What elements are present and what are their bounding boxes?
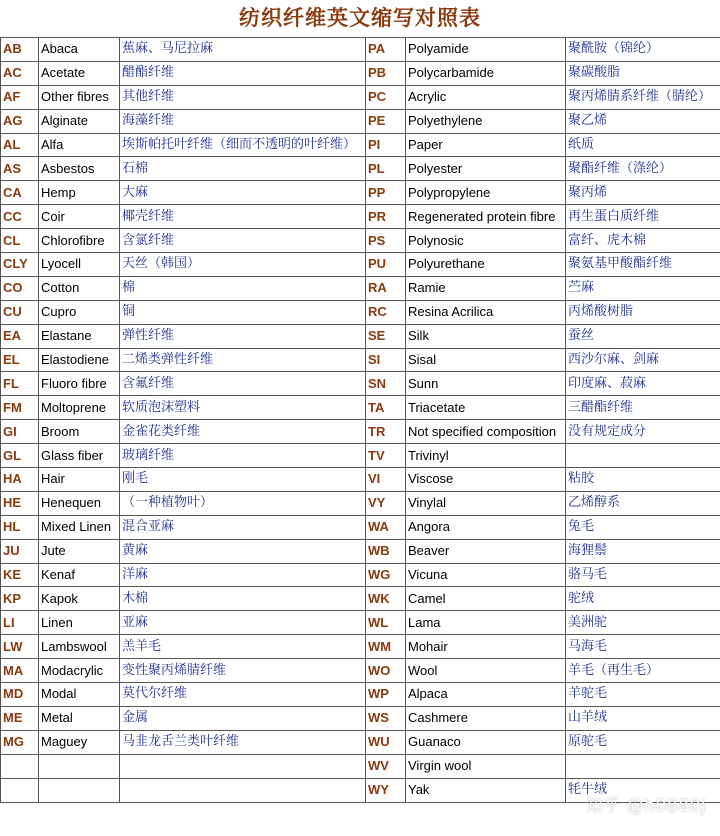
table-body — [1, 38, 720, 803]
left-english-name-cell: Elastane — [39, 324, 120, 348]
left-english-name-cell: Hair — [39, 468, 120, 492]
left-abbreviation-cell: EL — [1, 348, 39, 372]
left-chinese-name-cell: 羔羊毛 — [120, 635, 366, 659]
left-english-name-cell: Lyocell — [39, 253, 120, 277]
right-chinese-name-cell: 聚丙烯腈系纤维（腈纶） — [566, 85, 720, 109]
table-row — [1, 133, 720, 157]
left-english-name-cell: Abaca — [39, 38, 120, 62]
table-row — [1, 611, 720, 635]
table-row — [1, 181, 720, 205]
table-row — [1, 706, 720, 730]
right-abbreviation-cell: TA — [366, 396, 406, 420]
right-abbreviation-cell: VY — [366, 491, 406, 515]
left-chinese-name-cell: 变性聚丙烯腈纤维 — [120, 659, 366, 683]
table-row — [1, 635, 720, 659]
page-title: 纺织纤维英文缩写对照表 — [239, 6, 481, 30]
left-abbreviation-cell: CA — [1, 181, 39, 205]
right-english-name-cell: Camel — [406, 587, 566, 611]
left-english-name-cell: Asbestos — [39, 157, 120, 181]
right-abbreviation-cell: WB — [366, 539, 406, 563]
right-english-name-cell: Not specified composition — [406, 420, 566, 444]
table-row — [1, 491, 720, 515]
left-abbreviation-cell: HL — [1, 515, 39, 539]
table-row — [1, 683, 720, 707]
right-english-name-cell: Lama — [406, 611, 566, 635]
right-english-name-cell: Mohair — [406, 635, 566, 659]
right-abbreviation-cell: PA — [366, 38, 406, 62]
left-chinese-name-cell: 刚毛 — [120, 468, 366, 492]
left-english-name-cell — [39, 778, 120, 802]
table-row — [1, 468, 720, 492]
left-abbreviation-cell: CO — [1, 276, 39, 300]
right-chinese-name-cell: 美洲驼 — [566, 611, 720, 635]
table-row — [1, 659, 720, 683]
left-english-name-cell: Kenaf — [39, 563, 120, 587]
right-chinese-name-cell: 牦牛绒 — [566, 778, 720, 802]
right-abbreviation-cell: WL — [366, 611, 406, 635]
left-english-name-cell: Alginate — [39, 109, 120, 133]
right-abbreviation-cell: PB — [366, 61, 406, 85]
right-abbreviation-cell: PI — [366, 133, 406, 157]
right-abbreviation-cell: WO — [366, 659, 406, 683]
right-chinese-name-cell: 没有规定成分 — [566, 420, 720, 444]
left-english-name-cell: Lambswool — [39, 635, 120, 659]
right-english-name-cell: Polypropylene — [406, 181, 566, 205]
left-chinese-name-cell — [120, 778, 366, 802]
fibre-abbreviation-table — [0, 37, 720, 803]
left-chinese-name-cell: 金属 — [120, 706, 366, 730]
right-chinese-name-cell: 印度麻、菽麻 — [566, 372, 720, 396]
left-english-name-cell: Modal — [39, 683, 120, 707]
left-english-name-cell: Acetate — [39, 61, 120, 85]
right-chinese-name-cell: 马海毛 — [566, 635, 720, 659]
table-row — [1, 205, 720, 229]
table-row — [1, 515, 720, 539]
left-english-name-cell: Glass fiber — [39, 444, 120, 468]
right-english-name-cell: Guanaco — [406, 730, 566, 754]
right-english-name-cell: Sisal — [406, 348, 566, 372]
left-chinese-name-cell: 黄麻 — [120, 539, 366, 563]
right-chinese-name-cell: 西沙尔麻、剑麻 — [566, 348, 720, 372]
left-chinese-name-cell — [120, 754, 366, 778]
left-chinese-name-cell: 埃斯帕托叶纤维（细而不透明的叶纤维） — [120, 133, 366, 157]
left-english-name-cell: Alfa — [39, 133, 120, 157]
right-english-name-cell: Paper — [406, 133, 566, 157]
left-abbreviation-cell: KE — [1, 563, 39, 587]
right-chinese-name-cell: 聚酰胺（锦纶） — [566, 38, 720, 62]
left-abbreviation-cell: MA — [1, 659, 39, 683]
table-row — [1, 348, 720, 372]
right-english-name-cell: Silk — [406, 324, 566, 348]
table-row — [1, 61, 720, 85]
right-english-name-cell: Resina Acrilica — [406, 300, 566, 324]
table-row — [1, 754, 720, 778]
right-chinese-name-cell: 原驼毛 — [566, 730, 720, 754]
right-abbreviation-cell: RC — [366, 300, 406, 324]
right-abbreviation-cell: PS — [366, 229, 406, 253]
left-chinese-name-cell: 马韭龙舌兰类叶纤维 — [120, 730, 366, 754]
right-abbreviation-cell: TR — [366, 420, 406, 444]
table-row — [1, 324, 720, 348]
left-chinese-name-cell: 醋酯纤维 — [120, 61, 366, 85]
right-english-name-cell: Vinylal — [406, 491, 566, 515]
right-english-name-cell: Triacetate — [406, 396, 566, 420]
right-abbreviation-cell: PE — [366, 109, 406, 133]
left-english-name-cell: Elastodiene — [39, 348, 120, 372]
left-english-name-cell: Linen — [39, 611, 120, 635]
right-abbreviation-cell: PU — [366, 253, 406, 277]
left-chinese-name-cell: 海藻纤维 — [120, 109, 366, 133]
right-abbreviation-cell: RA — [366, 276, 406, 300]
left-english-name-cell: Maguey — [39, 730, 120, 754]
left-abbreviation-cell: AL — [1, 133, 39, 157]
left-abbreviation-cell: GI — [1, 420, 39, 444]
left-english-name-cell: Coir — [39, 205, 120, 229]
watermark: 知乎 @h0880j — [585, 796, 706, 816]
right-chinese-name-cell: 粘胶 — [566, 468, 720, 492]
right-chinese-name-cell: 骆马毛 — [566, 563, 720, 587]
left-abbreviation-cell: FM — [1, 396, 39, 420]
left-abbreviation-cell: AS — [1, 157, 39, 181]
left-abbreviation-cell: FL — [1, 372, 39, 396]
right-english-name-cell: Regenerated protein fibre — [406, 205, 566, 229]
right-english-name-cell: Vicuna — [406, 563, 566, 587]
right-chinese-name-cell — [566, 754, 720, 778]
table-row — [1, 109, 720, 133]
left-english-name-cell: Cotton — [39, 276, 120, 300]
right-abbreviation-cell: WS — [366, 706, 406, 730]
left-abbreviation-cell: JU — [1, 539, 39, 563]
left-chinese-name-cell: 木棉 — [120, 587, 366, 611]
left-english-name-cell: Jute — [39, 539, 120, 563]
right-chinese-name-cell: 三醋酯纤维 — [566, 396, 720, 420]
left-chinese-name-cell: 亚麻 — [120, 611, 366, 635]
right-abbreviation-cell: WA — [366, 515, 406, 539]
left-abbreviation-cell: CU — [1, 300, 39, 324]
left-chinese-name-cell: 混合亚麻 — [120, 515, 366, 539]
left-chinese-name-cell: 大麻 — [120, 181, 366, 205]
table-row — [1, 372, 720, 396]
left-abbreviation-cell — [1, 778, 39, 802]
left-english-name-cell: Broom — [39, 420, 120, 444]
left-abbreviation-cell: CC — [1, 205, 39, 229]
table-row — [1, 420, 720, 444]
left-abbreviation-cell: CLY — [1, 253, 39, 277]
right-chinese-name-cell: 再生蛋白质纤维 — [566, 205, 720, 229]
left-chinese-name-cell: 石棉 — [120, 157, 366, 181]
left-abbreviation-cell: KP — [1, 587, 39, 611]
left-chinese-name-cell: 棉 — [120, 276, 366, 300]
left-chinese-name-cell: 玻璃纤维 — [120, 444, 366, 468]
left-chinese-name-cell: 含氯纤维 — [120, 229, 366, 253]
right-chinese-name-cell: 山羊绒 — [566, 706, 720, 730]
table-row — [1, 253, 720, 277]
left-chinese-name-cell: 莫代尔纤维 — [120, 683, 366, 707]
table-row — [1, 587, 720, 611]
left-english-name-cell: Metal — [39, 706, 120, 730]
left-abbreviation-cell: AG — [1, 109, 39, 133]
right-chinese-name-cell: 聚碳酸脂 — [566, 61, 720, 85]
left-abbreviation-cell: LI — [1, 611, 39, 635]
right-english-name-cell: Ramie — [406, 276, 566, 300]
left-english-name-cell: Mixed Linen — [39, 515, 120, 539]
right-chinese-name-cell: 海狸鬃 — [566, 539, 720, 563]
left-chinese-name-cell: 弹性纤维 — [120, 324, 366, 348]
left-chinese-name-cell: 金雀花类纤维 — [120, 420, 366, 444]
left-abbreviation-cell: AF — [1, 85, 39, 109]
left-abbreviation-cell: AC — [1, 61, 39, 85]
right-abbreviation-cell: PC — [366, 85, 406, 109]
right-chinese-name-cell: 聚丙烯 — [566, 181, 720, 205]
left-english-name-cell: Cupro — [39, 300, 120, 324]
right-english-name-cell: Angora — [406, 515, 566, 539]
right-abbreviation-cell: PR — [366, 205, 406, 229]
left-abbreviation-cell: MD — [1, 683, 39, 707]
left-abbreviation-cell — [1, 754, 39, 778]
right-english-name-cell: Virgin wool — [406, 754, 566, 778]
left-english-name-cell: Henequen — [39, 491, 120, 515]
right-chinese-name-cell: 丙烯酸树脂 — [566, 300, 720, 324]
left-english-name-cell: Modacrylic — [39, 659, 120, 683]
right-chinese-name-cell: 乙烯醇系 — [566, 491, 720, 515]
table-row — [1, 396, 720, 420]
table-row — [1, 444, 720, 468]
right-english-name-cell: Yak — [406, 778, 566, 802]
left-english-name-cell: Kapok — [39, 587, 120, 611]
right-abbreviation-cell: WK — [366, 587, 406, 611]
right-english-name-cell: Polyethylene — [406, 109, 566, 133]
right-chinese-name-cell: 富纤、虎木棉 — [566, 229, 720, 253]
left-chinese-name-cell: 椰壳纤维 — [120, 205, 366, 229]
right-english-name-cell: Trivinyl — [406, 444, 566, 468]
right-abbreviation-cell: PL — [366, 157, 406, 181]
right-english-name-cell: Polycarbamide — [406, 61, 566, 85]
table-row — [1, 300, 720, 324]
right-chinese-name-cell: 聚氨基甲酸酯纤维 — [566, 253, 720, 277]
right-english-name-cell: Alpaca — [406, 683, 566, 707]
left-english-name-cell: Fluoro fibre — [39, 372, 120, 396]
left-abbreviation-cell: LW — [1, 635, 39, 659]
left-english-name-cell: Chlorofibre — [39, 229, 120, 253]
table-row — [1, 276, 720, 300]
left-chinese-name-cell: 其他纤维 — [120, 85, 366, 109]
right-abbreviation-cell: WU — [366, 730, 406, 754]
table-row — [1, 85, 720, 109]
right-chinese-name-cell: 苎麻 — [566, 276, 720, 300]
left-abbreviation-cell: AB — [1, 38, 39, 62]
right-english-name-cell: Cashmere — [406, 706, 566, 730]
table-row — [1, 539, 720, 563]
left-chinese-name-cell: 二烯类弹性纤维 — [120, 348, 366, 372]
right-chinese-name-cell: 纸质 — [566, 133, 720, 157]
right-english-name-cell: Polyester — [406, 157, 566, 181]
right-english-name-cell: Beaver — [406, 539, 566, 563]
right-abbreviation-cell: WP — [366, 683, 406, 707]
left-english-name-cell — [39, 754, 120, 778]
left-english-name-cell: Other fibres — [39, 85, 120, 109]
left-chinese-name-cell: 天丝（韩国） — [120, 253, 366, 277]
right-english-name-cell: Polyurethane — [406, 253, 566, 277]
right-english-name-cell: Acrylic — [406, 85, 566, 109]
right-chinese-name-cell: 聚酯纤维（涤纶） — [566, 157, 720, 181]
right-abbreviation-cell: SN — [366, 372, 406, 396]
right-abbreviation-cell: WY — [366, 778, 406, 802]
right-chinese-name-cell: 羊驼毛 — [566, 683, 720, 707]
right-abbreviation-cell: WV — [366, 754, 406, 778]
right-chinese-name-cell — [566, 444, 720, 468]
right-english-name-cell: Wool — [406, 659, 566, 683]
left-english-name-cell: Hemp — [39, 181, 120, 205]
right-abbreviation-cell: TV — [366, 444, 406, 468]
right-abbreviation-cell: PP — [366, 181, 406, 205]
left-abbreviation-cell: HE — [1, 491, 39, 515]
right-abbreviation-cell: SI — [366, 348, 406, 372]
table-row — [1, 730, 720, 754]
left-chinese-name-cell: 软质泡沫塑料 — [120, 396, 366, 420]
table-row — [1, 38, 720, 62]
left-abbreviation-cell: EA — [1, 324, 39, 348]
right-chinese-name-cell: 兔毛 — [566, 515, 720, 539]
left-abbreviation-cell: MG — [1, 730, 39, 754]
right-english-name-cell: Polynosic — [406, 229, 566, 253]
table-row — [1, 563, 720, 587]
left-chinese-name-cell: 蕉麻、马尼拉麻 — [120, 38, 366, 62]
right-chinese-name-cell: 聚乙烯 — [566, 109, 720, 133]
left-english-name-cell: Moltoprene — [39, 396, 120, 420]
right-abbreviation-cell: VI — [366, 468, 406, 492]
right-abbreviation-cell: WG — [366, 563, 406, 587]
right-chinese-name-cell: 蚕丝 — [566, 324, 720, 348]
right-english-name-cell: Polyamide — [406, 38, 566, 62]
left-chinese-name-cell: 铜 — [120, 300, 366, 324]
left-chinese-name-cell: 含氟纤维 — [120, 372, 366, 396]
left-chinese-name-cell: 洋麻 — [120, 563, 366, 587]
left-chinese-name-cell: （一种植物叶） — [120, 491, 366, 515]
table-row — [1, 229, 720, 253]
right-english-name-cell: Sunn — [406, 372, 566, 396]
right-chinese-name-cell: 羊毛（再生毛） — [566, 659, 720, 683]
right-abbreviation-cell: WM — [366, 635, 406, 659]
left-abbreviation-cell: ME — [1, 706, 39, 730]
right-chinese-name-cell: 驼绒 — [566, 587, 720, 611]
left-abbreviation-cell: CL — [1, 229, 39, 253]
right-english-name-cell: Viscose — [406, 468, 566, 492]
left-abbreviation-cell: GL — [1, 444, 39, 468]
table-row — [1, 157, 720, 181]
left-abbreviation-cell: HA — [1, 468, 39, 492]
right-abbreviation-cell: SE — [366, 324, 406, 348]
